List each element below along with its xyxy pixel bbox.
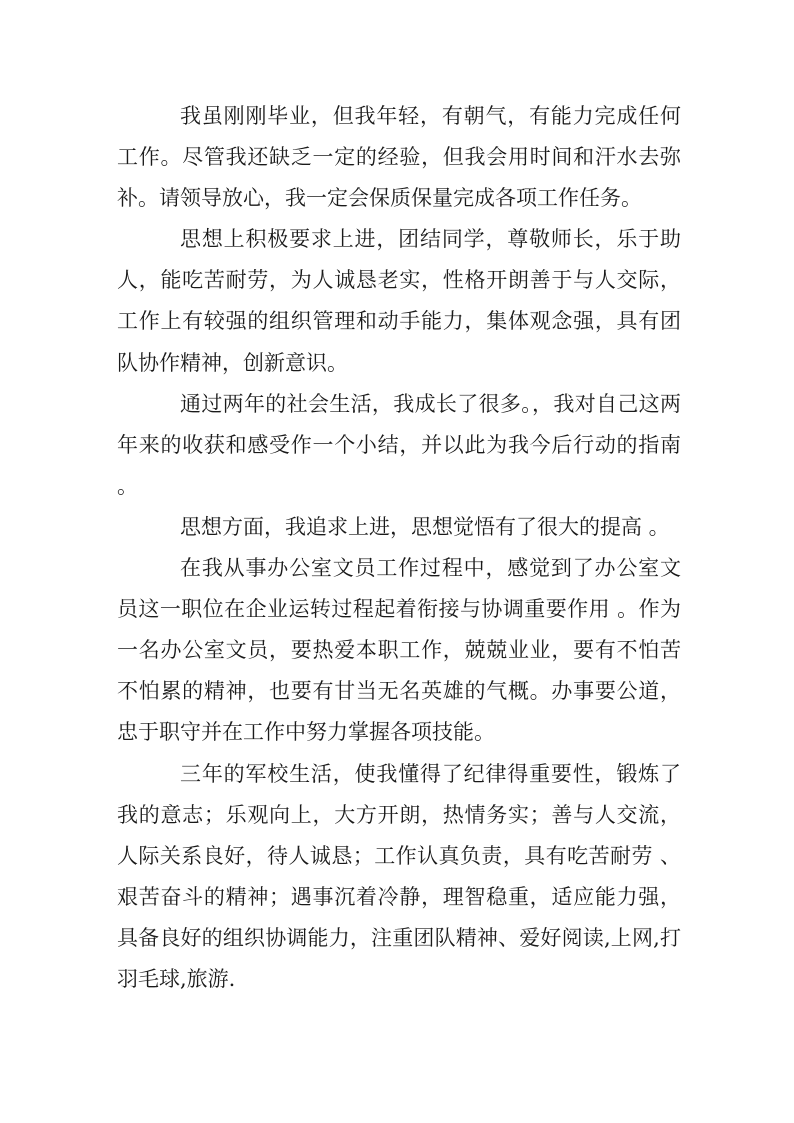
paragraph-2: 思想上积极要求上进，团结同学，尊敬师长，乐于助人，能吃苦耐劳，为人诚恳老实，性格开朗善于与人交际，工作上有较强的组织管理和动手能力，集体观念强，具有团队协作精神，创新意识。 xyxy=(117,227,681,375)
paragraph-6: 三年的军校生活，使我懂得了纪律得重要性，锻炼了我的意志；乐观向上，大方开朗，热情务实；善与人交流，人际关系良好，待人诚恳；工作认真负责，具有吃苦耐劳 、艰苦奋斗的精神；遇事沉着冷静，理智稳重，适应能力强，具备良好的组织协调能力，注重团队精神、爱好阅读,上网,打羽毛球,旅游. xyxy=(117,761,681,991)
paragraph-1: 我虽刚刚毕业，但我年轻，有朝气，有能力完成任何工作。尽管我还缺乏一定的经验，但我会用时间和汗水去弥补。请领导放心，我一定会保质保量完成各项工作任务。 xyxy=(117,104,681,211)
paragraph-5: 在我从事办公室文员工作过程中，感觉到了办公室文员这一职位在企业运转过程起着衔接与协调重要作用 。作为一名办公室文员，要热爱本职工作，兢兢业业，要有不怕苦不怕累的精神，也要有甘当无名英雄的气概。办事要公道，忠于职守并在工作中努力掌握各项技能。 xyxy=(117,556,681,745)
document-body xyxy=(117,96,681,1000)
paragraph-3: 通过两年的社会生活，我成长了很多。，我对自己这两年来的收获和感受作一个小结，并以此为我今后行动的指南。 xyxy=(117,391,681,498)
paragraph-4: 思想方面，我追求上进，思想觉悟有了很大的提高 。 xyxy=(180,514,670,539)
